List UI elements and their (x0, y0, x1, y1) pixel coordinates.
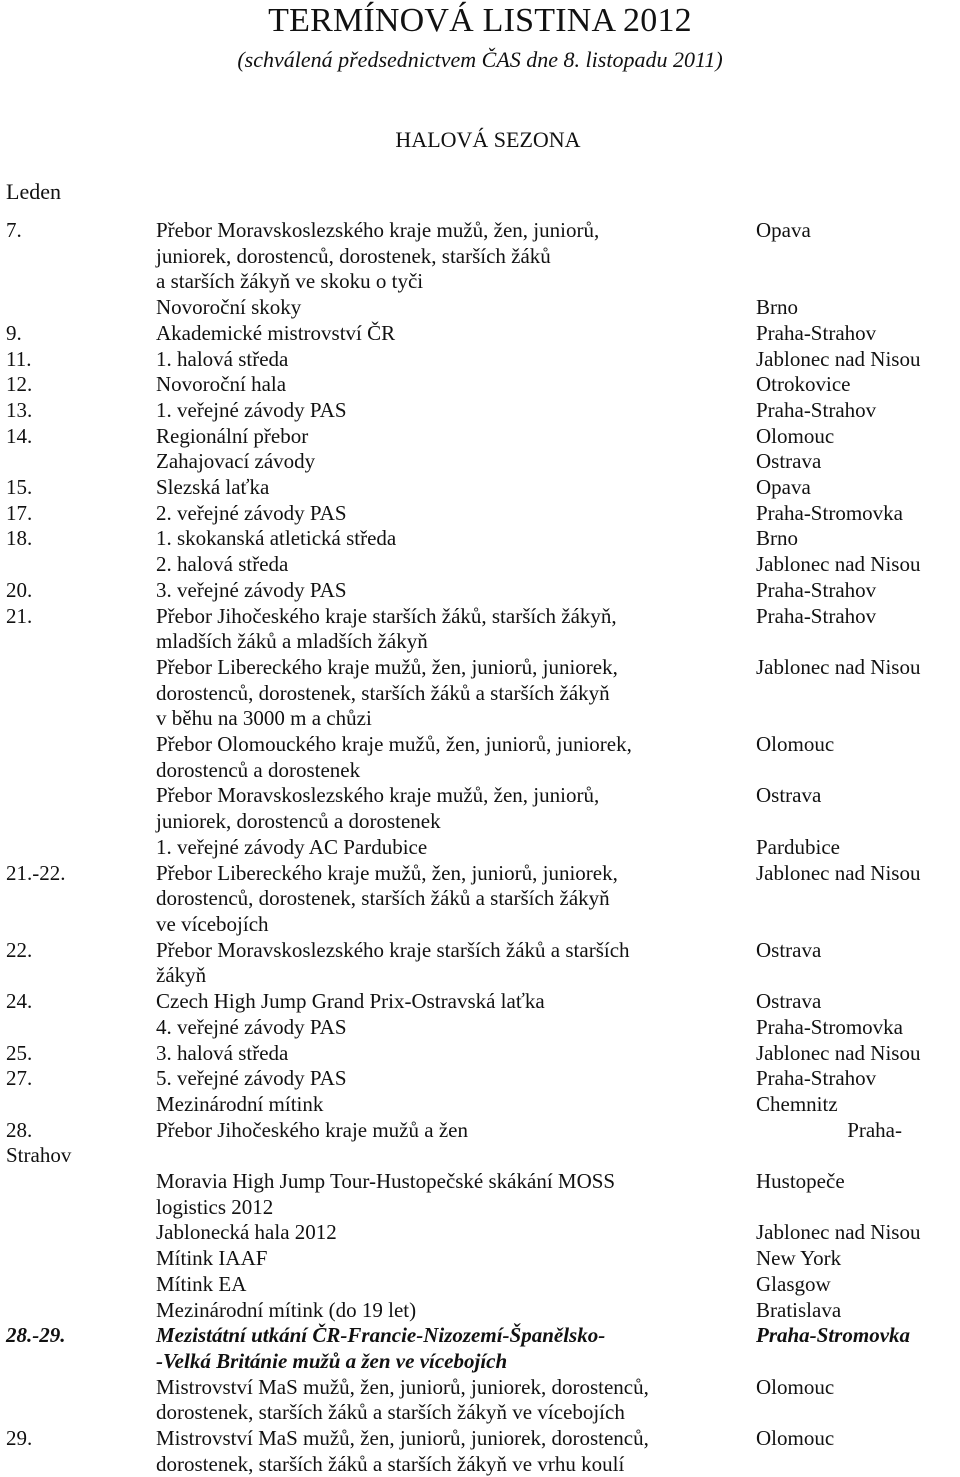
row-place: Praha- (847, 1117, 902, 1142)
document-subtitle: (schválená předsednictvem ČAS dne 8. listopadu 2011) (237, 47, 723, 72)
row-place: Brno (756, 526, 798, 551)
row-place: Olomouc (756, 423, 835, 448)
row-date: 11. (6, 346, 32, 371)
row-event: Novoroční hala (156, 372, 287, 397)
row-event: Slezská laťka (156, 475, 270, 500)
schedule-row (6, 475, 960, 501)
schedule-row (6, 501, 960, 527)
document-title: TERMÍNOVÁ LISTINA 2012 (268, 2, 692, 39)
schedule-row (6, 526, 960, 552)
row-event: Akademické mistrovství ČR (156, 320, 396, 345)
row-event: Mezinárodní mítink (156, 1091, 324, 1116)
schedule-row (6, 835, 960, 861)
schedule-row (6, 783, 960, 834)
row-event: 3. halová středa (156, 1040, 289, 1065)
row-event: Jablonecká hala 2012 (156, 1220, 337, 1245)
schedule-row (6, 398, 960, 424)
row-date: 20. (6, 577, 33, 602)
row-date: 25. (6, 1040, 33, 1065)
row-event: 2. halová středa (156, 552, 289, 577)
schedule-row (6, 655, 960, 732)
row-place: Ostrava (756, 937, 822, 962)
row-event: Mítink EA (156, 1271, 247, 1296)
schedule-row (6, 1092, 960, 1118)
row-date: 18. (6, 526, 33, 551)
row-place: Jablonec nad Nisou (756, 552, 921, 577)
schedule-row (6, 938, 960, 989)
row-place: Praha-Strahov (756, 603, 877, 628)
row-place: Hustopeče (756, 1169, 845, 1194)
row-date: 21. (6, 603, 33, 628)
row-event: Mistrovství MaS mužů, žen, juniorů, juniorek, dorostenců, dorostenek, starších žáků a starších žákyň ve vícebojích (156, 1374, 649, 1425)
row-place: Olomouc (756, 1426, 835, 1451)
row-event: Přebor Libereckého kraje mužů, žen, juniorů, juniorek, dorostenců, dorostenek, starších žáků a starších žákyň v běhu na 3000 m a chůzi (156, 654, 618, 731)
row-place: Praha-Stromovka (756, 500, 903, 525)
row-place-continuation: Strahov (6, 1143, 72, 1168)
row-place: Opava (756, 218, 811, 242)
schedule-row (6, 861, 960, 938)
row-event: 5. veřejné závody PAS (156, 1066, 347, 1091)
row-place: Jablonec nad Nisou (756, 1040, 921, 1065)
row-event: Přebor Jihočeského kraje starších žáků, starších žákyň, mladších žáků a mladších žákyň (156, 603, 617, 654)
month-heading: Leden (6, 179, 61, 204)
row-place: Jablonec nad Nisou (756, 1220, 921, 1245)
schedule-row (6, 1041, 960, 1067)
row-event: 3. veřejné závody PAS (156, 577, 347, 602)
row-place: Brno (756, 295, 798, 320)
row-event: Přebor Moravskoslezského kraje starších žáků a starších žákyň (156, 937, 630, 988)
row-date: 12. (6, 372, 33, 397)
row-place: Praha-Strahov (756, 320, 877, 345)
row-event: Zahajovací závody (156, 449, 316, 474)
row-date: 17. (6, 500, 33, 525)
row-place: Praha-Stromovka (756, 1014, 903, 1039)
row-place: Jablonec nad Nisou (756, 860, 921, 885)
schedule-row (6, 732, 960, 783)
row-place: Ostrava (756, 783, 822, 808)
row-event: Regionální přebor (156, 423, 309, 448)
row-place: Pardubice (756, 834, 840, 859)
row-place: Olomouc (756, 1374, 835, 1399)
row-event: Moravia High Jump Tour-Hustopečské skákání MOSS logistics 2012 (156, 1169, 616, 1219)
schedule-table (6, 218, 960, 1477)
schedule-row (6, 552, 960, 578)
row-event: Mezistátní utkání ČR-Francie-Nizozemí-Španělsko- -Velká Británie mužů a žen ve vícebojích (156, 1323, 606, 1373)
row-event: 1. halová středa (156, 346, 289, 371)
season-heading: HALOVÁ SEZONA (395, 127, 581, 152)
row-place: Olomouc (756, 732, 835, 757)
row-place: Jablonec nad Nisou (756, 346, 921, 371)
schedule-row (6, 989, 960, 1015)
row-date: 13. (6, 397, 33, 422)
row-event: Mistrovství MaS mužů, žen, juniorů, juniorek, dorostenců, dorostenek, starších žáků a starších žákyň ve vrhu koulí (156, 1426, 649, 1476)
schedule-row (6, 1169, 960, 1220)
schedule-row (6, 1298, 960, 1324)
row-place: Praha-Strahov (756, 397, 877, 422)
row-date: 7. (6, 218, 22, 242)
row-place: Glasgow (756, 1271, 831, 1296)
row-place: Praha-Strahov (756, 1066, 877, 1091)
row-date: 9. (6, 320, 22, 345)
schedule-row (6, 1375, 960, 1426)
schedule-row (6, 424, 960, 450)
row-event: Přebor Moravskoslezského kraje mužů, žen, juniorů, juniorek, dorostenců, dorostenek, starších žáků a starších žákyň ve skoku o tyči (156, 218, 600, 294)
row-date: 28.-29. (6, 1323, 66, 1348)
row-event: Přebor Jihočeského kraje mužů a žen (156, 1117, 468, 1142)
row-event: Novoroční skoky (156, 295, 302, 320)
row-place: Praha-Stromovka (756, 1323, 911, 1348)
row-event: Mítink IAAF (156, 1246, 268, 1271)
row-place: New York (756, 1246, 842, 1271)
row-date: 15. (6, 475, 33, 500)
schedule-row (6, 372, 960, 398)
row-date: 24. (6, 989, 33, 1014)
schedule-row (6, 218, 960, 295)
place-overflow-line (6, 1143, 960, 1169)
schedule-row (6, 1220, 960, 1246)
schedule-row (6, 321, 960, 347)
row-place: Otrokovice (756, 372, 851, 397)
row-place: Jablonec nad Nisou (756, 654, 921, 679)
schedule-row (6, 449, 960, 475)
schedule-row (6, 1015, 960, 1041)
schedule-row (6, 1272, 960, 1298)
schedule-row (6, 1323, 960, 1374)
row-event: Přebor Libereckého kraje mužů, žen, juniorů, juniorek, dorostenců, dorostenek, starších žáků a starších žákyň ve vícebojích (156, 860, 618, 936)
row-event: 1. veřejné závody PAS (156, 397, 347, 422)
schedule-row (6, 604, 960, 655)
row-date: 29. (6, 1426, 33, 1451)
row-event: 1. skokanská atletická středa (156, 526, 397, 551)
row-event: Přebor Moravskoslezského kraje mužů, žen, juniorů, juniorek, dorostenců a dorostenek (156, 783, 600, 834)
schedule-row (6, 1426, 960, 1477)
row-date: 21.-22. (6, 860, 66, 885)
row-event: 1. veřejné závody AC Pardubice (156, 834, 428, 859)
row-date: 27. (6, 1066, 33, 1091)
schedule-row (6, 347, 960, 373)
row-place: Praha-Strahov (756, 577, 877, 602)
row-event: Czech High Jump Grand Prix-Ostravská laťka (156, 989, 545, 1014)
schedule-row (6, 1246, 960, 1272)
row-event: Přebor Olomouckého kraje mužů, žen, juniorů, juniorek, dorostenců a dorostenek (156, 732, 632, 782)
row-place: Opava (756, 475, 811, 500)
row-event: Mezinárodní mítink (do 19 let) (156, 1297, 417, 1322)
row-place: Ostrava (756, 989, 822, 1014)
row-event: 2. veřejné závody PAS (156, 500, 347, 525)
row-event: 4. veřejné závody PAS (156, 1014, 347, 1039)
row-place: Ostrava (756, 449, 822, 474)
row-place: Bratislava (756, 1297, 842, 1322)
row-date: 28. (6, 1117, 33, 1142)
row-date: 22. (6, 937, 33, 962)
schedule-row (6, 295, 960, 321)
row-place: Chemnitz (756, 1091, 838, 1116)
schedule-row (6, 1066, 960, 1092)
schedule-row (6, 578, 960, 604)
schedule-row (6, 1118, 960, 1144)
row-date: 14. (6, 423, 33, 448)
